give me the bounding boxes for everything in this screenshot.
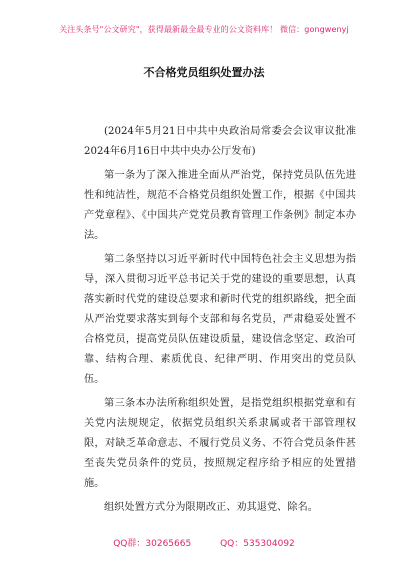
approval-note: (2024年5月21日中共中央政治局常委会会议审议批准2024年6月16日中共中央办公厅发布) [84, 126, 356, 157]
footer-contact [0, 536, 408, 549]
article-2: 第二条坚持以习近平新时代中国特色社会主义思想为指导，深入贯彻习近平总书记关于党的建设的重要思想，认真落实新时代党的建设总要求和新时代党的组织路线，把全面从严治党要求落实到每个支部和每名党员，严肃稳妥处置不合格党员，提高党员队伍建设质量，建设信念坚定、政治可靠、结构合理、素质优良、纪律严明、作用突出的党员队伍。 [84, 254, 356, 385]
disposal-methods: 组织处置方式分为限期改正、劝其退党、除名。 [104, 502, 318, 513]
document-title: 不合格党员组织处置办法 [143, 66, 265, 79]
header-promo-note: 关注头条号"公文研究"，获得最新最全最专业的公文资料库！ 微信：gongwenyj [59, 25, 349, 34]
document-body [84, 122, 356, 522]
footer-qq-group: QQ群：30265665 [113, 539, 192, 549]
footer-qq: QQ：535304092 [220, 539, 295, 549]
article-3: 第三条本办法所称组织处置，是指党组织根据党章和有关党内法规规定，依据党员组织关系隶属或者干部管理权限，对缺乏革命意志、不履行党员义务、不符合党员条件甚至丧失党员条件的党员，按照规定程序给予相应的处置措施。 [84, 398, 356, 489]
article-1: 第一条为了深入推进全面从严治党，保持党员队伍先进性和纯洁性，规范不合格党员组织处置工作，根据《中国共产党章程》、《中国共产党党员教育管理工作条例》制定本办法。 [84, 170, 356, 241]
